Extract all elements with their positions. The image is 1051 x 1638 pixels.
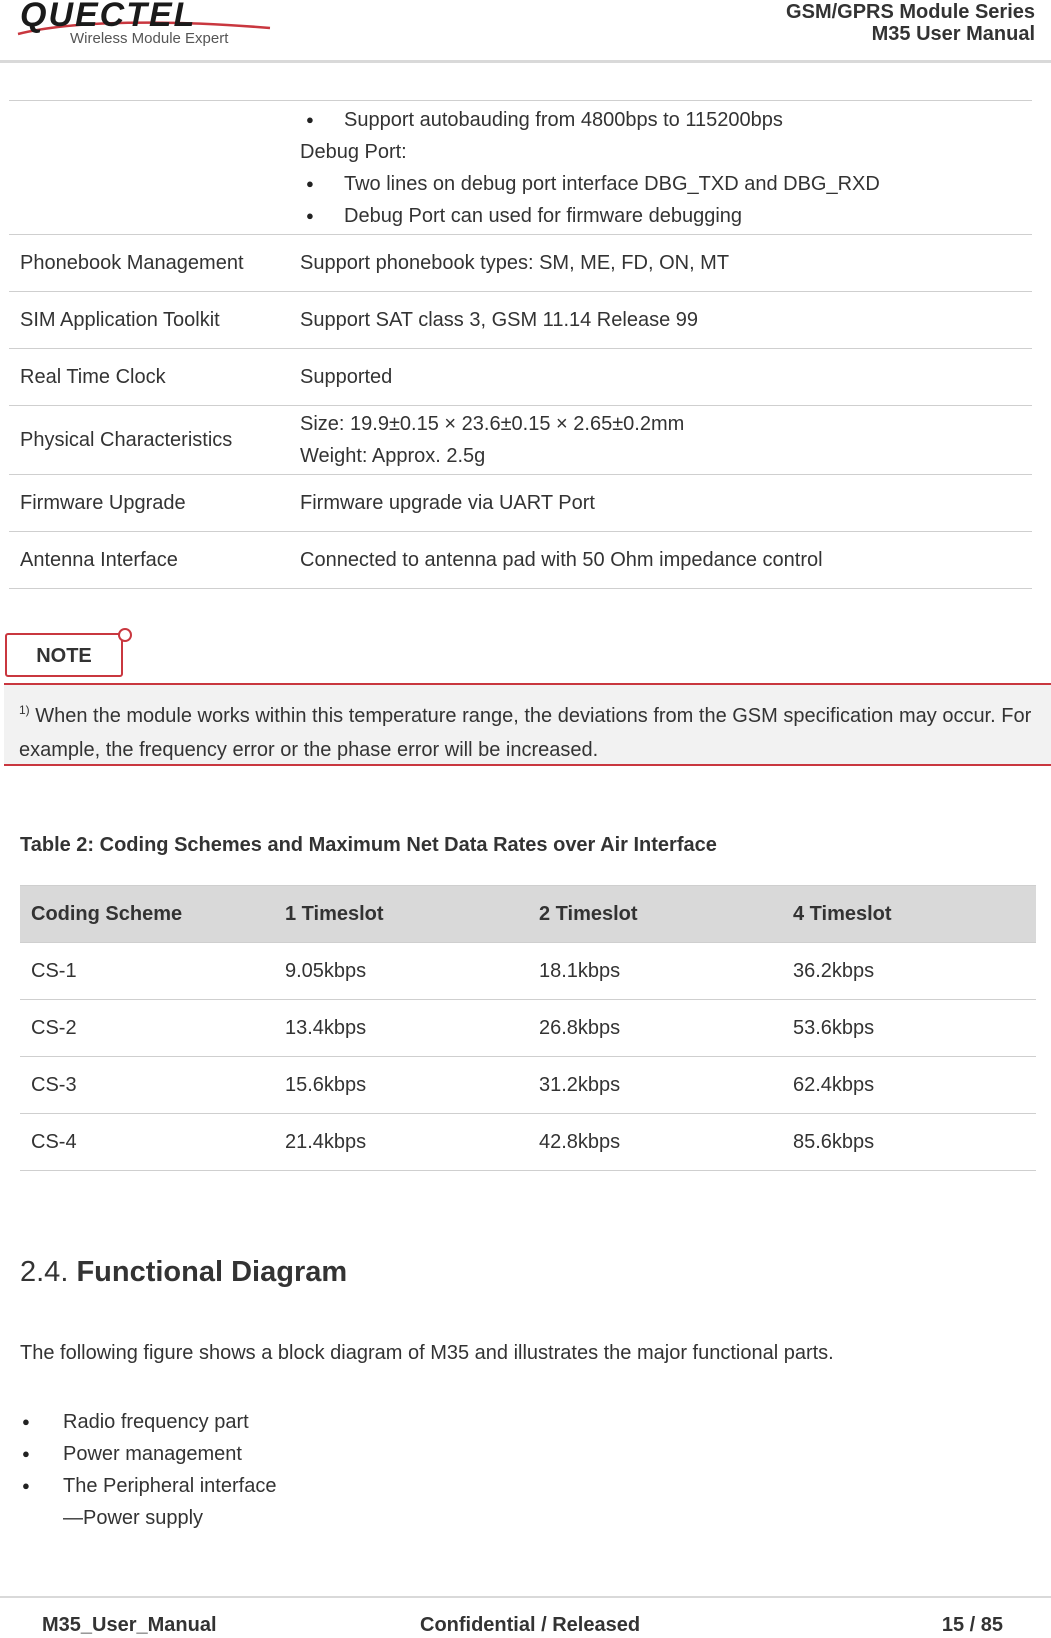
spec-row-interfaces [9,100,1032,235]
header-divider [0,60,1051,63]
spec-bullet: ● Support autobauding from 4800bps to 115200bps [300,104,1032,136]
table-row [20,1114,1036,1171]
section-paragraph: The following figure shows a block diagram of M35 and illustrates the major functional parts. [20,1342,834,1364]
note-footnote-marker: 1) [19,703,30,717]
table-cell: 53.6kbps [782,1000,1036,1057]
table-cell: CS-2 [20,1000,274,1057]
table-cell: 26.8kbps [528,1000,782,1057]
spec-value-line: Supported [300,365,393,388]
spec-value-line: Connected to antenna pad with 50 Ohm impedance control [300,548,823,571]
spec-label [9,101,300,234]
column-header: 1 Timeslot [274,886,528,943]
company-logo [14,0,284,52]
table-cell: 18.1kbps [528,943,782,1000]
table-cell: 62.4kbps [782,1057,1036,1114]
table-cell: CS-3 [20,1057,274,1114]
table-caption: Table 2: Coding Schemes and Maximum Net Data Rates over Air Interface [20,834,717,856]
spec-value [300,101,1032,234]
spec-value-line: Weight: Approx. 2.5g [300,445,486,467]
spec-value-line: Support phonebook types: SM, ME, FD, ON, MT [300,251,730,274]
column-header: Coding Scheme [20,886,274,943]
table-row [20,943,1036,1000]
spec-value-line: Size: 19.9±0.15 × 23.6±0.15 × 2.65±0.2mm [300,413,685,435]
table-cell: 42.8kbps [528,1114,782,1171]
spec-table [9,100,1032,589]
column-header: 2 Timeslot [528,886,782,943]
spec-label: Firmware Upgrade [20,491,186,514]
spec-label: Physical Characteristics [20,428,233,451]
spec-label: Phonebook Management [20,251,244,274]
list-item: ● Radio frequency part [20,1406,276,1438]
section-heading [20,1256,347,1289]
spec-value [300,475,1032,531]
table-cell: 15.6kbps [274,1057,528,1114]
column-header: 4 Timeslot [782,886,1036,943]
spec-bullet: ● Debug Port can used for firmware debugging [300,200,1032,232]
table-cell: 31.2kbps [528,1057,782,1114]
spec-row [9,292,1032,349]
spec-value [300,292,1032,348]
note-body: When the module works within this temperature range, the deviations from the GSM specification may occur. For example, the frequency error or the phase error will be increased. [19,705,1032,761]
note-tab [5,633,123,677]
spec-value [300,406,1032,474]
spec-row [9,475,1032,532]
section-number: 2.4. [20,1256,69,1288]
logo-tagline: Wireless Module Expert [70,30,229,47]
spec-value-line: Support SAT class 3, GSM 11.14 Release 99 [300,308,698,331]
section-title: Functional Diagram [76,1256,348,1288]
table-row [20,1000,1036,1057]
spec-bullet: ● Two lines on debug port interface DBG_TXD and DBG_RXD [300,168,1032,200]
list-item: ● The Peripheral interface [20,1470,276,1502]
footer-status: Confidential / Released [420,1614,641,1636]
table-cell: 36.2kbps [782,943,1036,1000]
spec-row [9,532,1032,589]
list-item: ● Power management [20,1438,276,1470]
table-cell: 9.05kbps [274,943,528,1000]
spec-row [9,235,1032,292]
spec-value-line: Firmware upgrade via UART Port [300,491,595,514]
spec-label: SIM Application Toolkit [20,308,220,331]
spec-value [300,235,1032,291]
list-sub-item: —Power supply [63,1507,204,1529]
logo-wordmark: QUECTEL [20,0,197,34]
spec-row [9,406,1032,475]
spec-label: Real Time Clock [20,365,166,388]
note-text [19,693,1039,767]
note-label: NOTE [36,645,92,667]
note-tab-curl [118,628,132,642]
spec-value [300,349,1032,405]
spec-line: Debug Port: [300,140,407,163]
table-cell: CS-4 [20,1114,274,1171]
table-row [20,1057,1036,1114]
table-cell: CS-1 [20,943,274,1000]
footer-divider [0,1596,1051,1598]
footer-doc-name: M35_User_Manual [42,1614,217,1636]
coding-scheme-table [20,885,1036,1171]
header-manual-title: M35 User Manual [871,23,1035,45]
spec-value [300,532,1032,588]
spec-label: Antenna Interface [20,548,178,571]
table-cell: 13.4kbps [274,1000,528,1057]
section-bullet-list [20,1406,276,1534]
table-cell: 85.6kbps [782,1114,1036,1171]
table-header-row [20,886,1036,943]
table-cell: 21.4kbps [274,1114,528,1171]
footer-page-number: 15 / 85 [941,1614,1003,1636]
note-box [4,683,1051,766]
header-series: GSM/GPRS Module Series [786,1,1035,23]
spec-row [9,349,1032,406]
